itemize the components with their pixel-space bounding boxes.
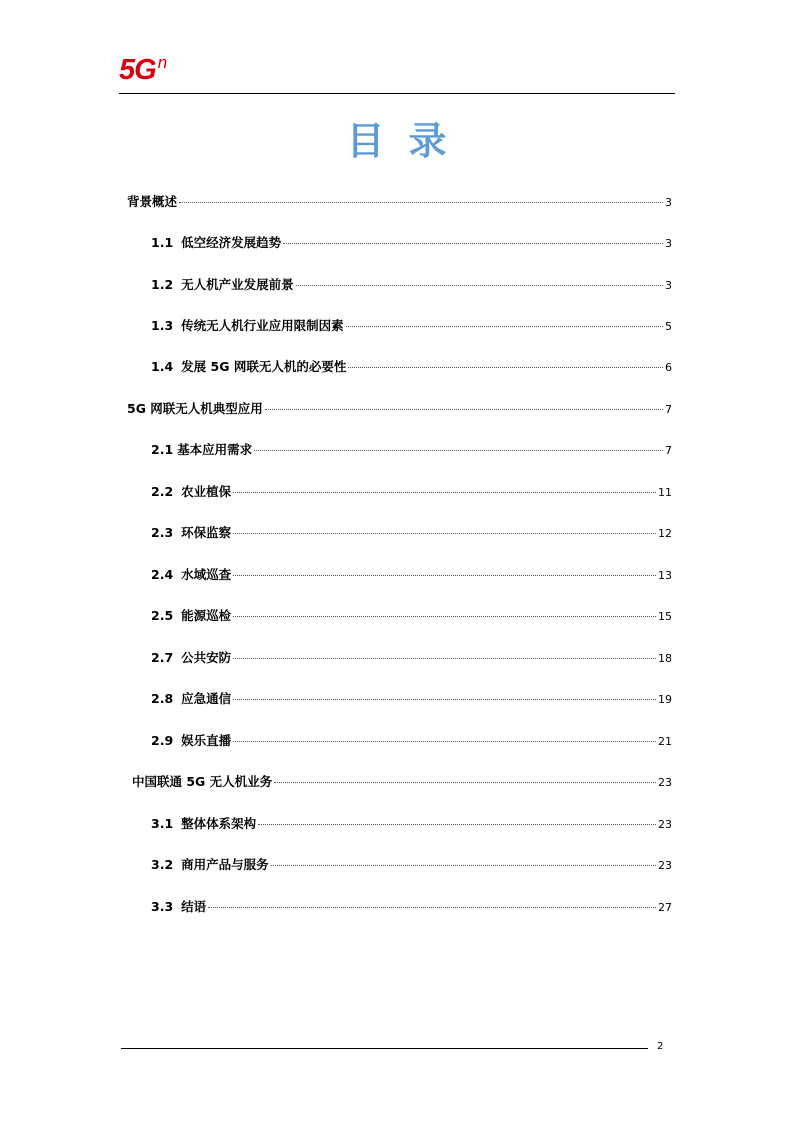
toc-entry-number: 3.3 [151,899,174,914]
toc-entry-label: 娱乐直播 [181,733,232,748]
dot-leader [233,741,656,742]
toc-entry-number: 1.3 [151,318,174,333]
toc-entry-label: 整体体系架构 [181,816,257,831]
toc-entry-number: 2.2 [151,484,174,499]
toc-entry-3-1[interactable] [151,816,672,832]
dot-leader [233,533,656,534]
toc-entry-label: 结语 [181,899,207,914]
toc-entry-3-2[interactable] [151,857,672,873]
toc-entry-chapter-2[interactable] [127,401,672,417]
toc-entry-page: 11 [658,486,672,499]
toc-entry-number: 2.1 [151,442,174,457]
dot-leader [233,658,656,659]
toc-entry-page: 3 [665,237,672,250]
toc-entry-page: 23 [658,859,672,872]
toc-entry-label: 背景概述 [127,194,178,209]
toc-entry-1-4[interactable] [151,359,672,375]
toc-entry-number: 2.7 [151,650,174,665]
dot-leader [348,367,663,368]
toc-entry-label: 传统无人机行业应用限制因素 [181,318,344,333]
toc-entry-chapter-3[interactable] [132,774,672,790]
dot-leader [274,782,656,783]
logo-superscript: n [157,53,167,72]
toc-entry-page: 27 [658,901,672,914]
toc-entry-2-2[interactable] [151,484,672,500]
toc-entry-3-3[interactable] [151,899,672,915]
toc-entry-page: 3 [665,196,672,209]
toc-entry-label: 能源巡检 [181,608,232,623]
toc-entry-page: 7 [665,403,672,416]
toc-entry-page: 18 [658,652,672,665]
toc-entry-2-4[interactable] [151,567,672,583]
toc-entry-1-3[interactable] [151,318,672,334]
toc-entry-page: 23 [658,818,672,831]
toc-entry-label: 低空经济发展趋势 [181,235,282,250]
toc-entry-number: 1.1 [151,235,174,250]
toc-title: 目录 [346,119,471,163]
dot-leader [283,243,663,244]
toc-entry-page: 13 [658,569,672,582]
toc-entry-2-9[interactable] [151,733,672,749]
toc-entry-label: 公共安防 [181,650,232,665]
logo-text: 5G [119,54,156,86]
toc-entry-1-1[interactable] [151,235,672,251]
toc-entry-label: 环保监察 [181,525,232,540]
toc-entry-page: 15 [658,610,672,623]
toc-entry-label: 水域巡查 [181,567,232,582]
toc-entry-page: 21 [658,735,672,748]
toc-entry-number: 2.4 [151,567,174,582]
toc-entry-2-5[interactable] [151,608,672,624]
brand-logo [119,53,167,86]
dot-leader [271,865,656,866]
toc-entry-label: 无人机产业发展前景 [181,277,294,292]
header-divider [119,93,675,94]
toc-entry-background[interactable] [127,194,672,210]
dot-leader [346,326,663,327]
dot-leader [258,824,656,825]
toc-entry-number: 1.2 [151,277,174,292]
footer-divider [121,1048,648,1049]
toc-entry-number: 2.3 [151,525,174,540]
page-number: 2 [657,1041,664,1052]
toc-entry-label: 商用产品与服务 [181,857,269,872]
toc-entry-label: 农业植保 [181,484,232,499]
dot-leader [179,202,663,203]
toc-entry-1-2[interactable] [151,277,672,293]
toc-entry-label: 应急通信 [181,691,232,706]
toc-entry-number: 1.4 [151,359,174,374]
toc-entry-label: 基本应用需求 [177,442,253,457]
toc-entry-2-1[interactable] [151,442,672,458]
toc-entry-2-8[interactable] [151,691,672,707]
toc-entry-page: 12 [658,527,672,540]
dot-leader [233,616,656,617]
toc-entry-label: 中国联通 5G 无人机业务 [132,774,273,789]
toc-entry-2-3[interactable] [151,525,672,541]
toc-entry-page: 3 [665,279,672,292]
toc-entry-page: 6 [665,361,672,374]
dot-leader [208,907,656,908]
toc-entry-number: 2.8 [151,691,174,706]
toc-entry-page: 5 [665,320,672,333]
dot-leader [233,575,656,576]
dot-leader [296,285,663,286]
toc-entry-number: 2.9 [151,733,174,748]
toc-entry-label: 发展 5G 网联无人机的必要性 [181,359,347,374]
dot-leader [233,492,656,493]
toc-entry-page: 19 [658,693,672,706]
toc-entry-number: 3.1 [151,816,174,831]
toc-entry-page: 23 [658,776,672,789]
dot-leader [254,450,663,451]
toc-entry-number: 3.2 [151,857,174,872]
toc-entry-label: 5G 网联无人机典型应用 [127,401,263,416]
toc-entry-2-7[interactable] [151,650,672,666]
dot-leader [233,699,656,700]
toc-entry-number: 2.5 [151,608,174,623]
toc-entry-page: 7 [665,444,672,457]
dot-leader [265,409,663,410]
